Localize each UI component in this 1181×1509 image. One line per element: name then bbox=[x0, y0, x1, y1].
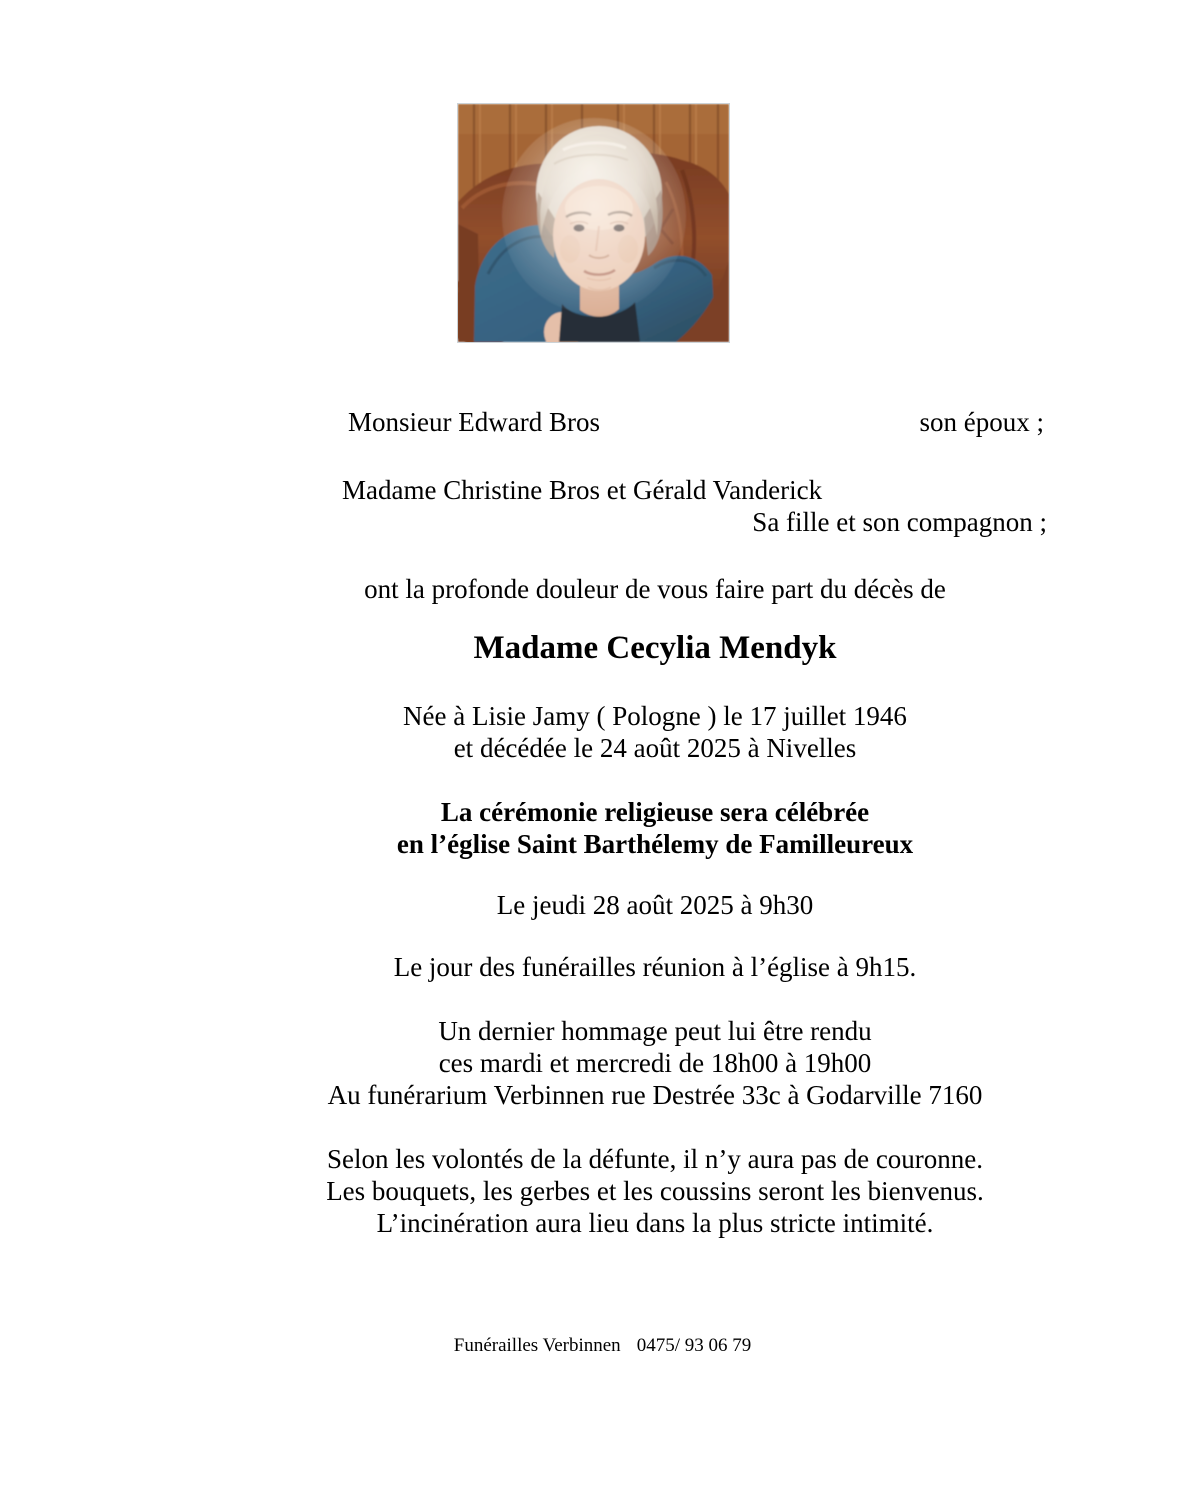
wishes-line-2: Les bouquets, les gerbes et les coussins seront les bienvenus. bbox=[326, 1176, 984, 1206]
funeral-home-name: Funérailles Verbinnen bbox=[453, 1335, 621, 1356]
tribute-line-1: Un dernier hommage peut lui être rendu bbox=[438, 1016, 872, 1046]
relative-husband-name: Monsieur Edward Bros bbox=[348, 407, 600, 437]
ceremony-line-1: La cérémonie religieuse sera célébrée bbox=[440, 797, 870, 827]
relative-husband-relation: son époux ; bbox=[919, 407, 1044, 437]
relative-daughter-relation: Sa fille et son compagnon ; bbox=[752, 507, 1047, 537]
relatives-row-daughter bbox=[130, 474, 1180, 538]
ceremony-block bbox=[130, 796, 1180, 860]
funeral-home-phone: 0475/ 93 06 79 bbox=[636, 1335, 752, 1356]
portrait-illustration bbox=[458, 104, 729, 342]
ceremony-date-line: Le jeudi 28 août 2025 à 9h30 bbox=[496, 890, 814, 920]
death-line: et décédée le 24 août 2025 à Nivelles bbox=[453, 733, 857, 763]
relatives-row-husband bbox=[130, 406, 1180, 438]
meeting-line: Le jour des funérailles réunion à l’église à 9h15. bbox=[393, 952, 917, 982]
deceased-portrait-photo bbox=[457, 103, 730, 343]
deceased-name: Madame Cecylia Mendyk bbox=[473, 630, 837, 666]
wishes-line-3: L’incinération aura lieu dans la plus stricte intimité. bbox=[376, 1208, 934, 1238]
birth-death-block bbox=[130, 700, 1180, 764]
relative-daughter-name: Madame Christine Bros et Gérald Vanderick bbox=[342, 475, 823, 505]
intro-line: ont la profonde douleur de vous faire part du décès de bbox=[364, 574, 946, 604]
tribute-block bbox=[130, 1015, 1180, 1111]
wishes-block bbox=[130, 1143, 1180, 1239]
wishes-line-1: Selon les volontés de la défunte, il n’y aura pas de couronne. bbox=[326, 1144, 984, 1174]
birth-line: Née à Lisie Jamy ( Pologne ) le 17 juillet 1946 bbox=[403, 701, 907, 731]
tribute-line-3: Au funérarium Verbinnen rue Destrée 33c à Godarville 7160 bbox=[327, 1080, 983, 1110]
footer-line bbox=[12, 1334, 1181, 1358]
tribute-line-2: ces mardi et mercredi de 18h00 à 19h00 bbox=[438, 1048, 872, 1078]
ceremony-line-2: en l’église Saint Barthélemy de Familleureux bbox=[396, 829, 914, 859]
